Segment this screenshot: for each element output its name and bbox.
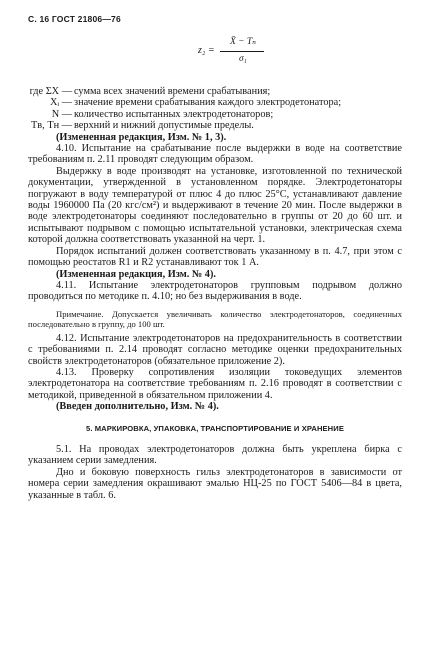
edition-note-4: (Измененная редакция, Изм. № 4). [56, 268, 216, 280]
document-body [28, 86, 402, 501]
formula-z2 [198, 32, 288, 72]
definition-term: N — [51, 108, 72, 120]
paragraph-4-13: 4.13. Проверку сопротивления изоляции токоведущих элементов электродетонатора на соответствие требованиям п. 2.16 проводят в соответствии с методикой, приведенной в обязательном приложении 4. [28, 366, 402, 401]
paragraph-4-12: 4.12. Испытание электродетонаторов на предохранительность в соответствии с требованиями п. 2.14 проводят согласно методике оценки предохранительных свойств электродетонаторов (обязательное приложение 2). [28, 332, 402, 367]
note: Примечание. Допускается увеличивать количество электродетонаторов, соединенных последовательно в группу, до 100 шт. [28, 308, 402, 329]
formula-denominator: σ₁ [239, 54, 247, 64]
paragraph-4-10-order: Порядок испытаний должен соответствовать указанному в п. 4.7, при этом с помощью реостатов R1 и R2 устанавливают ток 1 А. [28, 245, 402, 269]
definition-item [28, 97, 402, 108]
paragraph-4-10-procedure: Выдержку в воде производят на установке, изготовленной по технической документации, утвержденной в установленном порядке. Электродетонаторы погружают в воду температурой от плюс 4 до плюс 25°С, устанавливают давление воды 1960000 Па (20 кгс/см²) и выдерживают в течение 20 мин. После выдержки в воде электродетонаторы соединяют последовательно в группы от 20 до 60 шт. и испытывают подрывом с помощью испытательной установки, электрическая схема которой должна соответствовать указанной на черт. 1. [28, 165, 402, 246]
introduced-note-4: (Введен дополнительно, Изм. № 4). [56, 401, 219, 413]
definition-text: количество испытанных электродетонаторов; [74, 108, 274, 120]
definition-item [28, 109, 402, 120]
fraction-bar [220, 51, 264, 52]
edition-note-1-3: (Измененная редакция, Изм. № 1, 3). [56, 131, 227, 143]
definition-item [28, 86, 402, 97]
definition-term: где ΣX — [29, 86, 72, 97]
page-header: С. 16 ГОСТ 21806—76 [28, 14, 121, 24]
definition-text: сумма всех значений времени срабатывания; [74, 86, 271, 97]
definition-item [28, 120, 402, 131]
definition-text: значение времени срабатывания каждого электродетонатора; [74, 97, 342, 109]
paragraph-5-1: 5.1. На проводах электродетонаторов должна быть укреплена бирка с указанием серии замедления. [28, 443, 402, 467]
definition-text: верхний и нижний допустимые пределы. [74, 120, 254, 132]
paragraph-4-10: 4.10. Испытание на срабатывание после выдержки в воде на соответствие требованиям п. 2.11 проводят следующим образом. [28, 143, 402, 166]
section-5-title: 5. МАРКИРОВКА, УПАКОВКА, ТРАНСПОРТИРОВАНИЕ И ХРАНЕНИЕ [86, 423, 344, 433]
definition-term: Tв, Tн — [31, 120, 72, 132]
definitions-list [28, 86, 402, 132]
definition-term: Xᵢ — [50, 97, 72, 109]
paragraph-4-11: 4.11. Испытание электродетонаторов групповым подрывом должно проводиться по методике п. 4.10; но без выдерживания в воде. [28, 279, 402, 303]
formula-lhs: z₂ = [198, 45, 215, 56]
formula-numerator: X̄ − Tₙ [229, 37, 257, 47]
paragraph-5-1-colors: Дно и боковую поверхность гильз электродетонаторов в зависимости от номера серии замедления окрашивают эмалью НЦ-25 по ГОСТ 5406—84 в цвета, указанные в табл. 6. [28, 466, 402, 501]
